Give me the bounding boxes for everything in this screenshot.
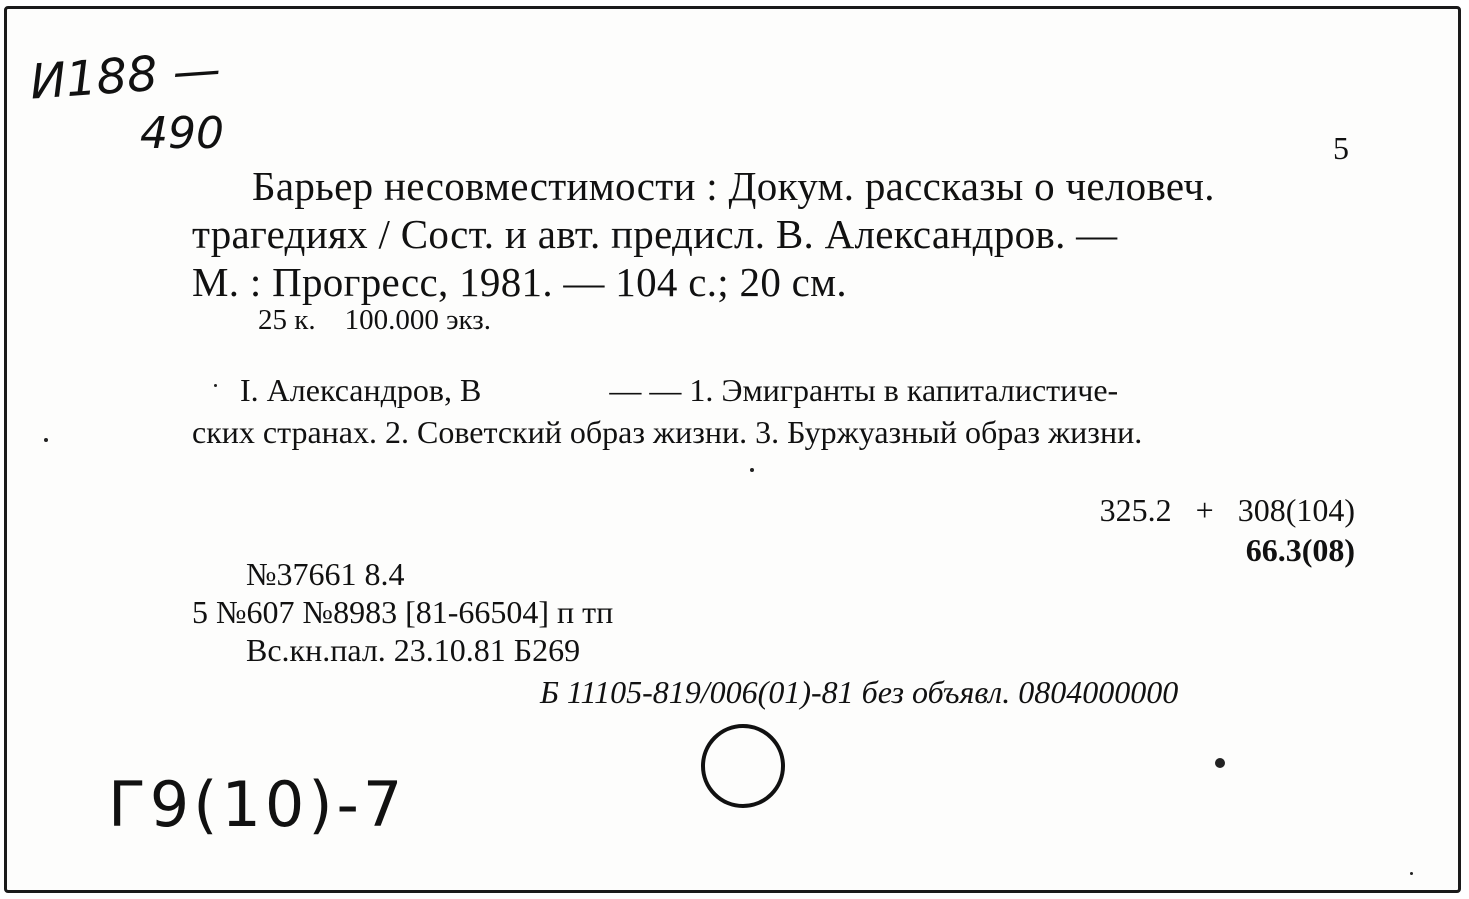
price-print-run: 25 к. 100.000 экз. — [258, 304, 491, 336]
bbk-index-line: Б 11105-819/006(01)-81 без объявл. 0804000000 — [540, 674, 1179, 710]
classification-bbk: 66.3(08) — [1245, 532, 1355, 568]
classification-udc: 325.2 + 308(104) — [1099, 492, 1355, 528]
handwritten-call-number-denominator: 490 — [140, 108, 224, 159]
handwritten-call-number: И188 — — [28, 41, 223, 111]
punch-hole — [701, 724, 785, 808]
title-line-1: Барьер несовместимости : Докум. рассказы о человеч. — [252, 163, 1215, 209]
handwritten-shelf-mark: Г9(10)-7 — [108, 768, 407, 841]
speck — [1410, 872, 1413, 875]
title-line-3: М. : Прогресс, 1981. — 104 с.; 20 см. — [192, 259, 847, 305]
order-number: 5 №607 №8983 [81-66504] п тп — [192, 594, 614, 630]
speck — [214, 384, 217, 387]
subjects-line-1: I. Александров, В — — 1. Эмигранты в капиталистиче- — [240, 372, 1119, 408]
book-chamber-stamp: Вс.кн.пал. 23.10.81 Б269 — [246, 632, 581, 668]
speck — [44, 438, 48, 442]
speck — [750, 468, 754, 472]
subjects-line-2: ских странах. 2. Советский образ жизни. 3. Буржуазный образ жизни. — [192, 414, 1143, 450]
page-number: 5 — [1333, 130, 1349, 166]
record-number: №37661 8.4 — [246, 556, 405, 592]
title-line-2: трагедиях / Сост. и авт. предисл. В. Александров. — — [192, 211, 1118, 257]
speck — [1215, 758, 1225, 768]
